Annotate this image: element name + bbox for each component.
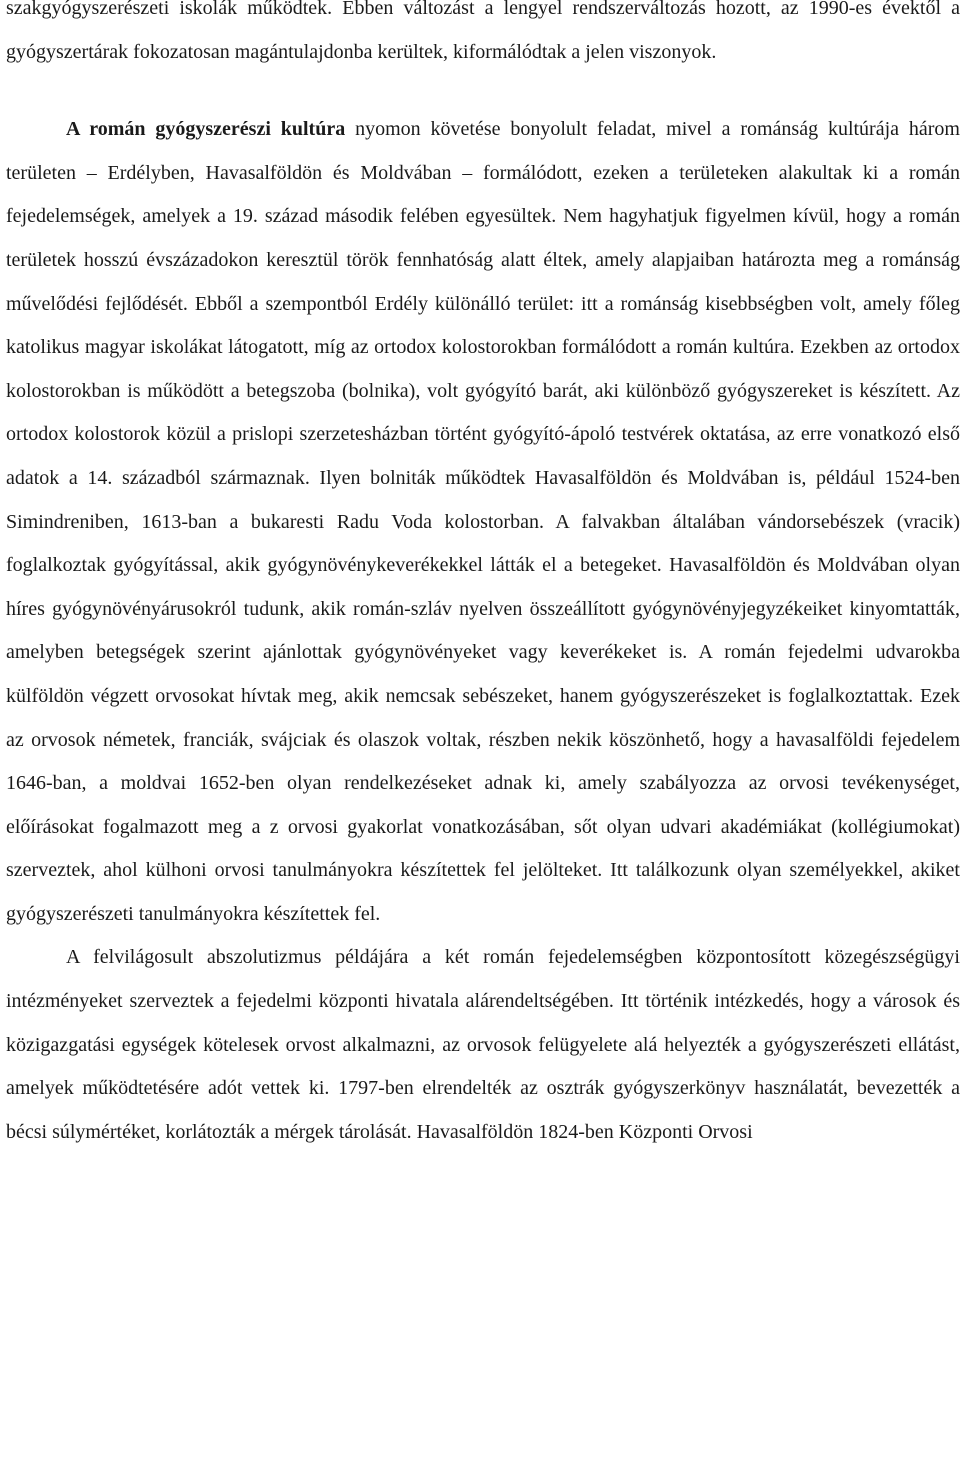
paragraph-body-text: nyomon követése bonyolult feladat, mivel a románság kultúrája három területen – Erdélyben, Havasalföldön és Moldvában – formálódott, ezeken a területeken alakultak ki a román fejedelemségek, amelyek a 19. század második felében egyesültek. Nem hagyhatjuk figyelmen kívül, hogy a román területek hosszú évszázadokon keresztül török fennhatóság alatt éltek, amely alapjaiban határozta meg a románság művelődési fejlődését. Ebből a szempontból Erdély különálló terület: itt a románság kisebbségben volt, amely főleg katolikus magyar iskolákat látogatott, míg az ortodox kolostorokban formálódott a román kultúra. Ezekben az ortodox kolostorokban is működött a betegszoba (bolnika), volt gyógyító barát, aki különböző gyógyszereket is készített. Az ortodox kolostorok közül a prislopi szerzetesházban történt gyógyító-ápoló testvérek oktatása, az erre vonatkozó első adatok a 14. századból származnak. Ilyen bolniták működtek Havasalföldön és Moldvában is, például 1524-ben Simindreniben, 1613-ban a bukaresti Radu Voda kolostorban. A falvakban általában vándorsebészek (vracik) foglalkoztak gyógyítással, akik gyógynövénykeverékekkel látták el a betegeket. Havasalföldön és Moldvában olyan híres gyógynövényárusokról tudunk, akik román-szláv nyelven összeállított gyógynövényjegyzékeiket kinyomtatták, amelyben betegségek szerint ajánlottak gyógynövényeket vagy keverékeket is. A román fejedelmi udvarokba külföldön végzett orvosokat hívtak meg, akik nemcsak sebészeket, hanem gyógyszerészeket is foglalkoztattak. Ezek az orvosok németek, franciák, svájciak és olaszok voltak, részben nekik köszönhető, hogy a havasalföldi fejedelem 1646-ban, a moldvai 1652-ben olyan rendelkezéseket adnak ki, amely szabályozza az orvosi tevékenységet, előírásokat fogalmazott meg a z orvosi gyakorlat vonatkozásában, sőt olyan udvari akadémiákat (kollégiumokat) szerveztek, ahol külhoni orvosi tanulmányokra készítettek fel jelölteket. Itt találkozunk olyan személyekkel, akiket gyógyszerészeti tanulmányokra készítettek fel.: [6, 118, 960, 925]
paragraph-intro-continuation: szakgyógyszerészeti iskolák működtek. Ebben változást a lengyel rendszerváltozás hozott, az 1990-es évektől a gyógyszertárak fokozatosan magántulajdonba kerültek, kiformálódtak a jelen viszonyok.: [6, 0, 960, 63]
paragraph-enlightened-absolutism: A felvilágosult abszolutizmus példájára a két román fejedelemségben központosított közegészségügyi intézményeket szerveztek a fejedelmi központi hivatala alárendeltségében. Itt történik intézkedés, hogy a városok és közigazgatási egységek kötelesek orvost alkalmazni, az orvosok felügyelete alá helyezték a gyógyszerészeti ellátást, amelyek működtetésére adót vettek ki. 1797-ben elrendelték az osztrák gyógyszerkönyv használatát, bevezették a bécsi súlymértéket, korlátozták a mérgek tárolását. Havasalföldön 1824-ben Központi Orvosi: [6, 946, 960, 1143]
paragraph-romanian-pharmacy-culture: [6, 108, 960, 936]
document-page: [6, 0, 960, 1154]
paragraph-lead-bold: A román gyógyszerészi kultúra: [66, 118, 346, 141]
